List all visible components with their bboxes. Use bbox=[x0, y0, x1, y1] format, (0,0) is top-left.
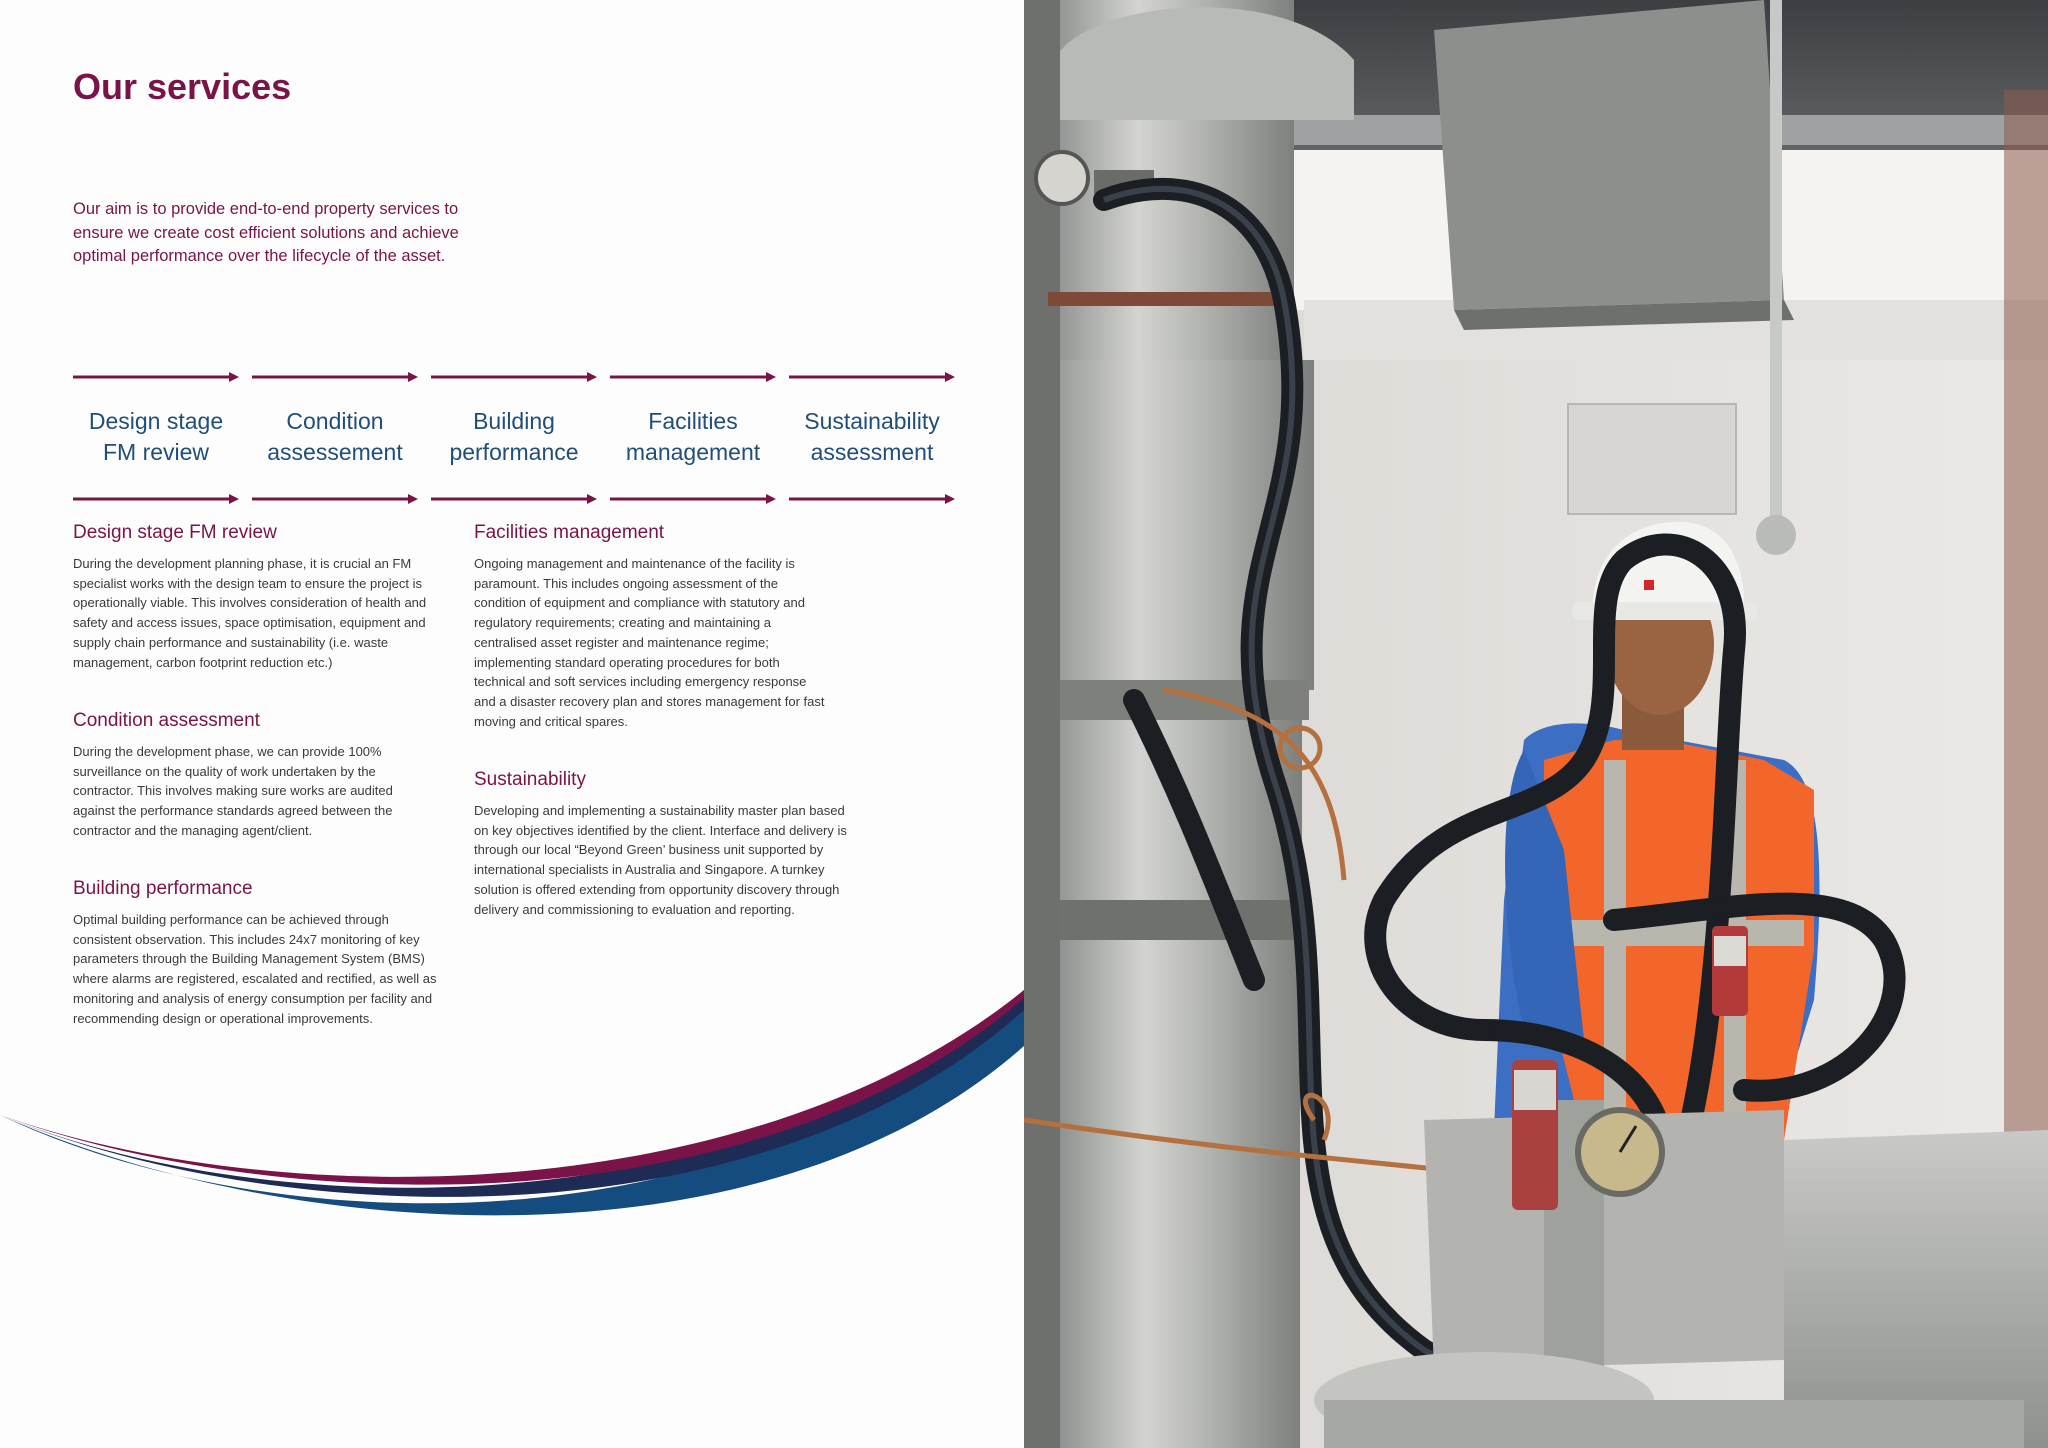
section-sustainability bbox=[474, 769, 859, 919]
process-step-design bbox=[73, 368, 239, 508]
section-body: During the development phase, we can provide 100% surveillance on the quality of work undertaken by the contractor. This involves making sure works are audited against the performance standards agreed between the contractor and the managing agent/client. bbox=[73, 744, 393, 838]
section-heading: Sustainability bbox=[474, 769, 586, 790]
process-step-condition bbox=[252, 368, 418, 508]
arrow-right-icon bbox=[789, 492, 955, 506]
process-step-label: Design stage FM review bbox=[88, 408, 224, 465]
process-step-label: Building performance bbox=[449, 408, 579, 465]
arrow-right-icon bbox=[431, 492, 597, 506]
engineer-pipework-photo bbox=[1024, 0, 2048, 1448]
arrow-right-icon bbox=[252, 492, 418, 506]
process-step-facilities bbox=[610, 368, 776, 508]
arrow-right-icon bbox=[789, 370, 955, 384]
section-heading: Facilities management bbox=[474, 522, 665, 543]
section-body: During the development planning phase, it is crucial an FM specialist works with the design team to ensure the project is operationally viable. This involves consideration of health and safety and access issues, space optimisation, equipment and supply chain performance and sustainability (i.e. waste management, carbon footprint reduction etc.) bbox=[73, 556, 427, 670]
section-body: Ongoing management and maintenance of the facility is paramount. This includes ongoing assessment of the condition of equipment and compliance with statutory and regulatory requirements; creating and maintaining a centralised asset register and maintenance regime; implementing standard operating procedures for both technical and soft services including emergency response and a disaster recovery plan and stores management for fast moving and critical spares. bbox=[474, 556, 825, 729]
arrow-right-icon bbox=[431, 370, 597, 384]
section-condition bbox=[73, 710, 423, 841]
section-heading: Condition assessment bbox=[73, 710, 260, 731]
process-step-label: Condition assessement bbox=[267, 408, 403, 465]
section-heading: Building performance bbox=[73, 878, 253, 899]
arrow-right-icon bbox=[610, 370, 776, 384]
section-facilities-management bbox=[474, 522, 829, 731]
process-step-building bbox=[431, 368, 597, 508]
section-body: Optimal building performance can be achieved through consistent observation. This includes 24x7 monitoring of key parameters through the Building Management System (BMS) where alarms are registered, escalated and rectified, as well as monitoring and analysis of energy consumption per facility and recommending design or operational improvements. bbox=[73, 912, 437, 1026]
page-title: Our services bbox=[73, 66, 292, 107]
arrow-right-icon bbox=[73, 370, 239, 384]
intro-paragraph: Our aim is to provide end-to-end property services to ensure we create cost efficient solutions and achieve optimal performance over the lifecycle of the asset. bbox=[73, 200, 459, 265]
process-flow bbox=[73, 368, 953, 508]
section-design-stage bbox=[73, 522, 443, 672]
process-step-label: Sustainability assessment bbox=[804, 408, 940, 465]
section-body: Developing and implementing a sustainability master plan based on key objectives identified by the client. Interface and delivery is through our local “Beyond Green’ business unit supported by international specialists in Australia and Singapore. A turnkey solution is offered extending from opportunity discovery through delivery and commissioning to evaluation and reporting. bbox=[474, 803, 847, 917]
decorative-swoosh bbox=[0, 990, 1024, 1250]
section-heading: Design stage FM review bbox=[73, 522, 277, 543]
arrow-right-icon bbox=[73, 492, 239, 506]
process-step-label: Facilities management bbox=[625, 408, 761, 465]
arrow-right-icon bbox=[252, 370, 418, 384]
arrow-right-icon bbox=[610, 492, 776, 506]
process-step-sustainability bbox=[789, 368, 955, 508]
